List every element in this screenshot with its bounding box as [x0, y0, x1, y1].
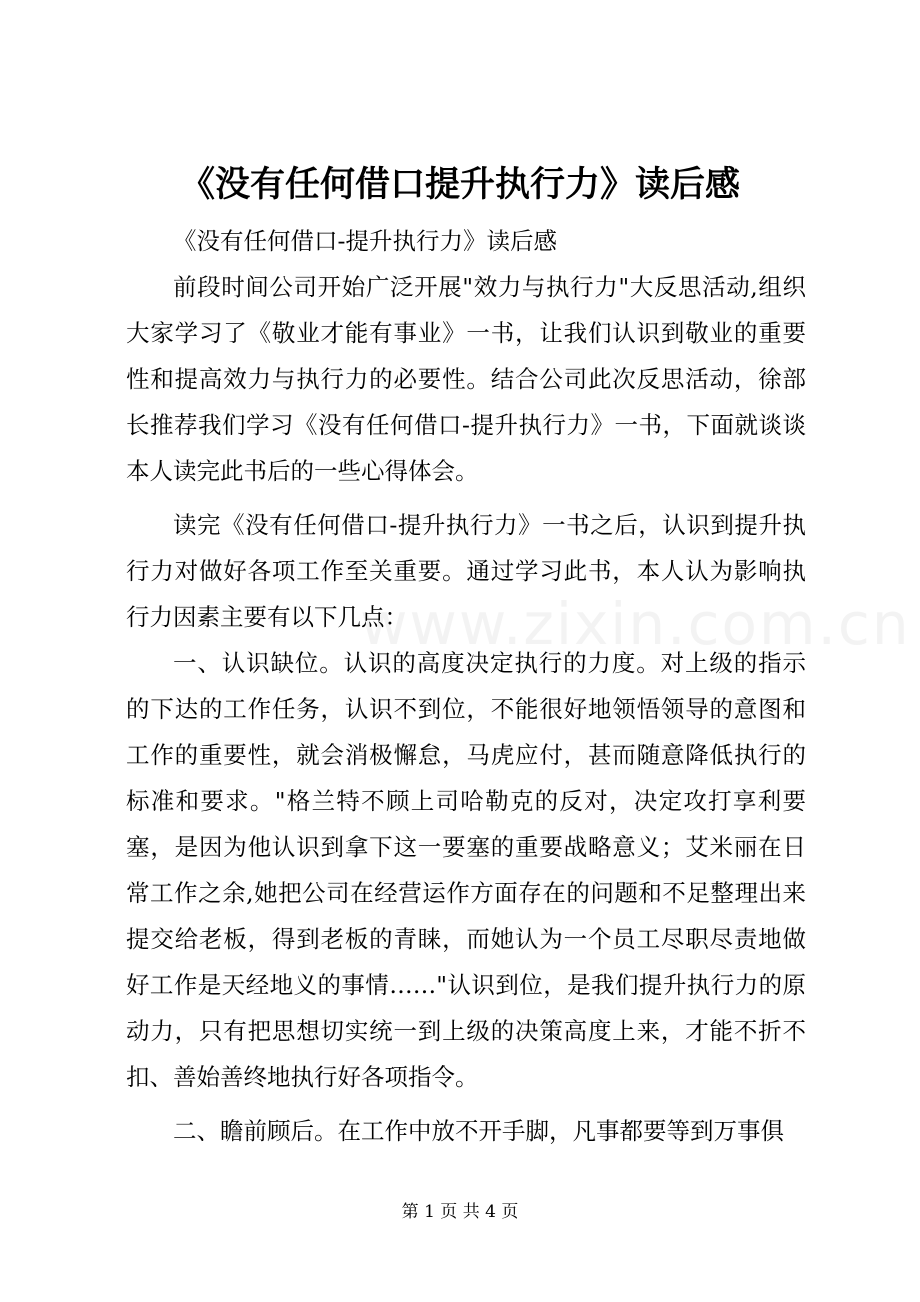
- paragraph-subtitle: 《没有任何借口-提升执行力》读后感: [173, 227, 557, 255]
- paragraph-2: 读完《没有任何借口-提升执行力》一书之后，认识到提升执行力对做好各项工作至关重要。通过学习此书，本人认为影响执行力因素主要有以下几点：: [126, 511, 806, 631]
- document-body: [126, 218, 806, 1154]
- paragraph-1: 前段时间公司开始广泛开展"效力与执行力"大反思活动,组织大家学习了《敬业才能有事业》一书，让我们认识到敬业的重要性和提高效力与执行力的必要性。结合公司此次反思活动，徐部长推荐我们学习《没有任何借口-提升执行力》一书，下面就谈谈本人读完此书后的一些心得体会。: [126, 273, 806, 485]
- watermark: www.zixin.com.cn: [360, 590, 911, 658]
- document-title: 《没有任何借口提升执行力》读后感: [179, 164, 740, 205]
- paragraph-4: 二、瞻前顾后。在工作中放不开手脚，凡事都要等到万事俱: [173, 1117, 784, 1145]
- page-footer: 第 1 页 共 4 页: [401, 1202, 519, 1222]
- paragraph-3: 一、认识缺位。认识的高度决定执行的力度。对上级的指示的下达的工作任务，认识不到位，不能很好地领悟领导的意图和工作的重要性，就会消极懈怠，马虎应付，甚而随意降低执行的标准和要求。"格兰特不顾上司哈勒克的反对，决定攻打享利要塞，是因为他认识到拿下这一要塞的重要战略意义；艾米丽在日常工作之余,她把公司在经营运作方面存在的问题和不足整理出来提交给老板，得到老板的青睐，而她认为一个员工尽职尽责地做好工作是天经地义的事情……"认识到位，是我们提升执行力的原动力，只有把思想切实统一到上级的决策高度上来，才能不折不扣、善始善终地执行好各项指令。: [126, 649, 806, 1091]
